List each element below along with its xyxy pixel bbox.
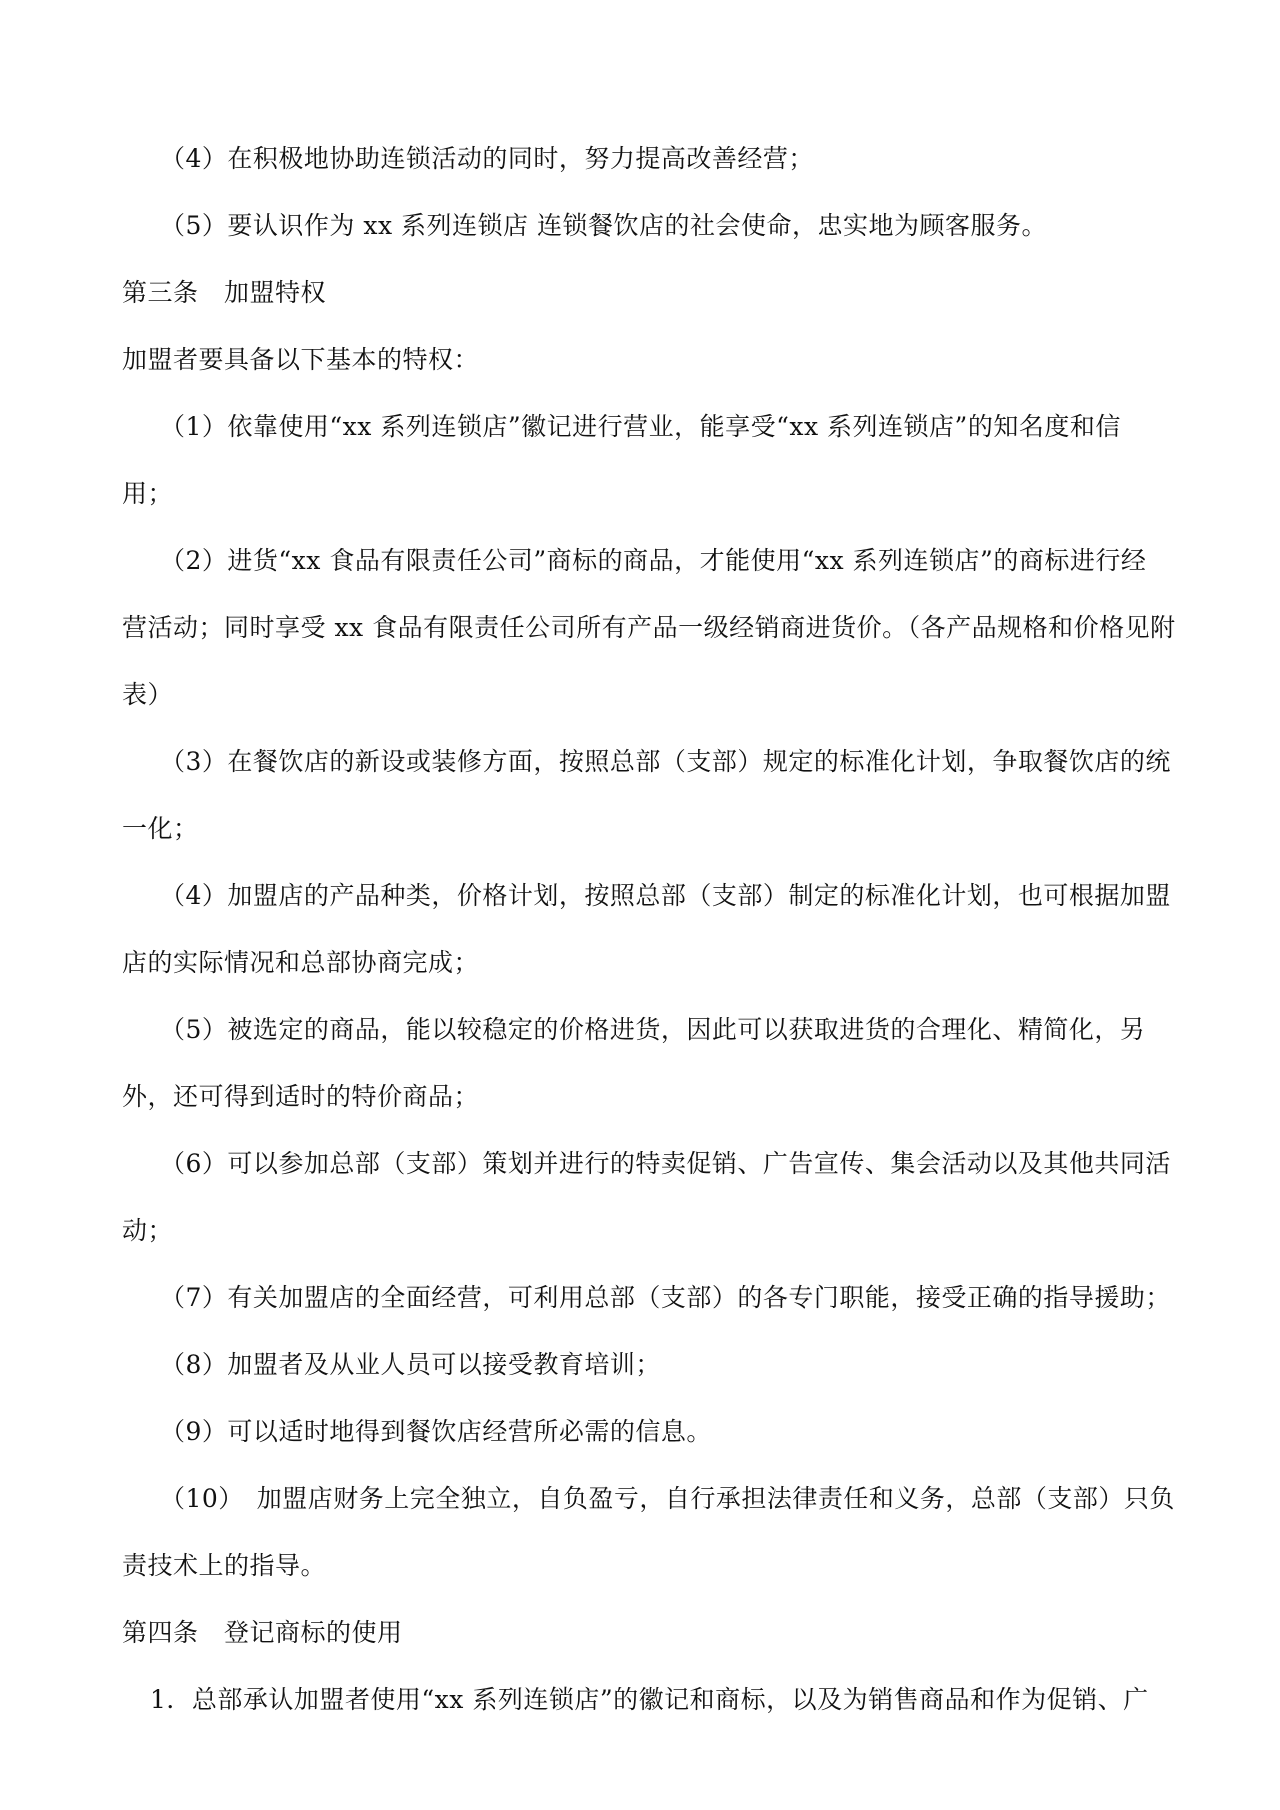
- text-line: 1．总部承认加盟者使用“xx 系列连锁店”的徽记和商标，以及为销售商品和作为促销、广: [150, 1685, 1149, 1714]
- text-line: （8）加盟者及从业人员可以接受教育培训；: [160, 1350, 661, 1379]
- text-line: （10） 加盟店财务上完全独立，自负盈亏，自行承担法律责任和义务，总部（支部）只负: [160, 1484, 1175, 1513]
- text-line: （1）依靠使用“xx 系列连锁店”徽记进行营业，能享受“xx 系列连锁店”的知名度和信: [160, 412, 1121, 441]
- text-line: （4）在积极地协助连锁活动的同时，努力提高改善经营；: [160, 144, 814, 173]
- text-line: 一化；: [122, 814, 199, 843]
- text-line: （6）可以参加总部（支部）策划并进行的特卖促销、广告宣传、集会活动以及其他共同活: [160, 1149, 1171, 1178]
- text-line: 外，还可得到适时的特价商品；: [122, 1082, 480, 1111]
- text-line: 营活动；同时享受 xx 食品有限责任公司所有产品一级经销商进货价。（各产品规格和价格见附: [122, 613, 1176, 642]
- section-heading: 第四条 登记商标的使用: [122, 1618, 403, 1647]
- text-line: （4）加盟店的产品种类，价格计划，按照总部（支部）制定的标准化计划，也可根据加盟: [160, 881, 1171, 910]
- text-line: 用；: [122, 479, 174, 508]
- text-line: （3）在餐饮店的新设或装修方面，按照总部（支部）规定的标准化计划，争取餐饮店的统: [160, 747, 1171, 776]
- text-line: （9）可以适时地得到餐饮店经营所必需的信息。: [160, 1417, 712, 1446]
- text-line: 责技术上的指导。: [122, 1551, 327, 1580]
- text-line: （7）有关加盟店的全面经营，可利用总部（支部）的各专门职能，接受正确的指导援助；: [160, 1283, 1171, 1312]
- text-line: （5）要认识作为 xx 系列连锁店 连锁餐饮店的社会使命，忠实地为顾客服务。: [160, 211, 1047, 240]
- text-line: 动；: [122, 1216, 174, 1245]
- text-line: 表）: [122, 680, 174, 709]
- text-line: （5）被选定的商品，能以较稳定的价格进货，因此可以获取进货的合理化、精简化，另: [160, 1015, 1146, 1044]
- text-line: 店的实际情况和总部协商完成；: [122, 948, 480, 977]
- section-heading: 第三条 加盟特权: [122, 278, 327, 307]
- text-line: 加盟者要具备以下基本的特权：: [122, 345, 480, 374]
- text-line: （2）进货“xx 食品有限责任公司”商标的商品，才能使用“xx 系列连锁店”的商标进行经: [160, 546, 1147, 575]
